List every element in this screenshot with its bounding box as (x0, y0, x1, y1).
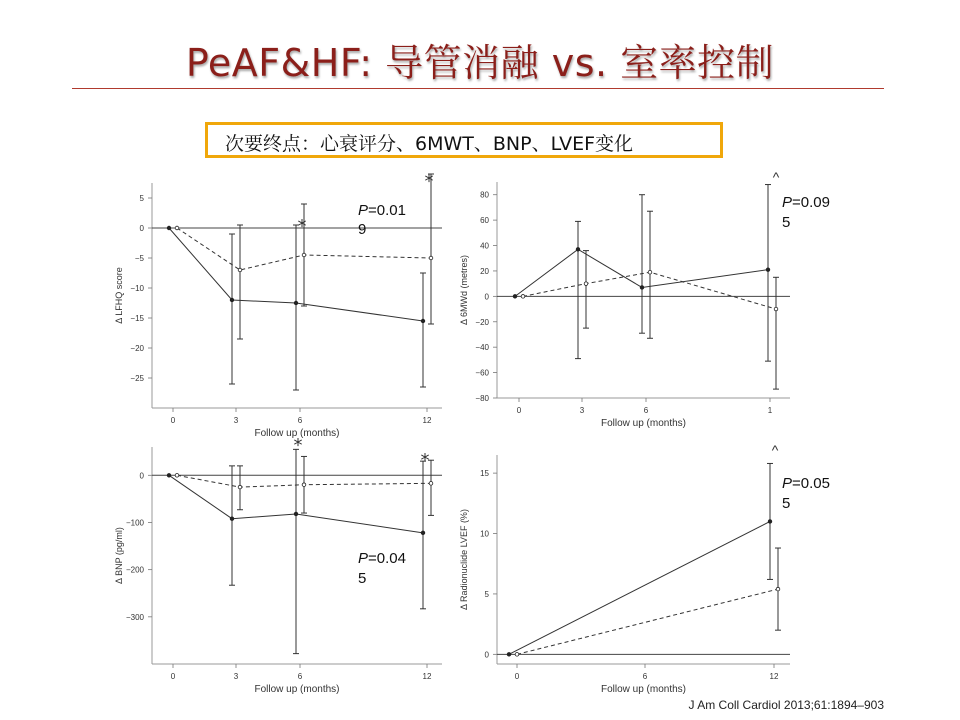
data-point-open (238, 485, 242, 489)
series-line-dashed (517, 589, 778, 654)
data-point-open (429, 482, 433, 486)
data-point-filled (230, 517, 234, 521)
x-tick-label: 0 (170, 672, 176, 681)
data-point-open (175, 474, 179, 478)
data-point-filled (766, 268, 770, 272)
x-tick-label: 3 (233, 672, 239, 681)
y-tick-label: −80 (475, 394, 489, 403)
x-tick-label: 0 (514, 672, 520, 681)
y-tick-label: 0 (139, 471, 144, 481)
y-tick-label: −300 (125, 612, 144, 622)
significance-star: * (420, 450, 430, 471)
significance-star: * (424, 171, 434, 192)
x-tick-label: 3 (579, 406, 585, 415)
data-point-filled (640, 286, 644, 290)
y-tick-label: −100 (125, 518, 144, 528)
data-point-open (429, 256, 433, 260)
p-value-line: P=0.04 (358, 550, 406, 567)
p-value-line: 5 (782, 495, 791, 512)
p-value-line: P=0.09 (782, 194, 830, 211)
data-point-open (584, 282, 588, 286)
y-tick-label: −200 (125, 565, 144, 575)
data-point-open (774, 307, 778, 311)
slide-title: PeAF&HF: 导管消融 vs. 室率控制 (185, 41, 775, 85)
endpoint-callout-text: 次要终点：心衰评分、6MWT、BNP、LVEF变化 (225, 133, 634, 155)
x-tick-label: 6 (643, 406, 649, 415)
chart-lfhq (114, 171, 442, 439)
chart-lvef (459, 442, 830, 695)
citation: J Am Coll Cardiol 2013;61:1894–903 (688, 698, 884, 712)
p-value-line: 5 (782, 214, 791, 231)
data-point-open (776, 587, 780, 591)
x-tick-label: 6 (642, 672, 648, 681)
data-point-open (521, 295, 525, 299)
data-point-filled (421, 531, 425, 535)
x-axis-label: Follow up (months) (254, 684, 340, 695)
data-point-filled (294, 301, 298, 305)
y-tick-label: 0 (484, 650, 489, 660)
x-tick-label: 1 (767, 406, 773, 415)
p-value-line: P=0.01 (358, 202, 406, 219)
y-axis-label: Δ LFHQ score (114, 267, 124, 324)
y-axis-label: Δ BNP (pg/ml) (114, 527, 124, 584)
x-tick-label: 6 (297, 672, 303, 681)
data-point-filled (507, 653, 511, 657)
data-point-open (302, 253, 306, 257)
series-line-solid (509, 521, 770, 654)
significance-star: * (293, 435, 303, 456)
data-point-open (238, 268, 242, 272)
y-tick-label: 80 (480, 190, 489, 200)
chart-bnp (114, 435, 442, 695)
x-axis-label: Follow up (months) (600, 684, 687, 695)
y-tick-label: −20 (130, 344, 144, 353)
x-axis-label: Follow up (months) (254, 428, 340, 439)
data-point-filled (230, 298, 234, 302)
y-tick-label: 40 (480, 241, 489, 251)
p-value-line: 9 (358, 221, 367, 238)
y-tick-label: 60 (480, 216, 489, 226)
x-tick-label: 12 (769, 672, 779, 681)
data-point-open (515, 653, 519, 657)
y-tick-label: −40 (475, 343, 489, 353)
data-point-filled (576, 248, 580, 252)
x-axis-label: Follow up (months) (600, 418, 687, 429)
x-tick-label: 0 (516, 406, 522, 415)
data-point-open (302, 483, 306, 487)
data-point-filled (167, 226, 171, 230)
y-tick-label: 5 (484, 589, 489, 599)
y-tick-label: 20 (480, 266, 489, 276)
x-tick-label: 6 (297, 416, 303, 425)
p-value-line: P=0.05 (782, 475, 830, 492)
y-tick-label: −15 (130, 314, 144, 323)
x-tick-label: 12 (422, 416, 432, 425)
significance-star: * (297, 216, 307, 237)
data-point-filled (513, 295, 517, 299)
y-tick-label: 15 (480, 469, 489, 479)
data-point-open (175, 226, 179, 230)
x-tick-label: 12 (422, 672, 432, 681)
y-tick-label: 0 (484, 292, 489, 302)
y-tick-label: −20 (475, 317, 489, 327)
x-tick-label: 0 (170, 416, 176, 425)
data-point-filled (421, 319, 425, 323)
y-tick-label: −60 (475, 368, 489, 378)
significance-caret: ^ (772, 169, 780, 185)
y-axis-label: Δ 6MWd (metres) (459, 254, 469, 326)
data-point-filled (768, 520, 772, 524)
data-point-open (648, 270, 652, 274)
y-axis-label: Δ Radionuclide LVEF (%) (459, 509, 469, 610)
y-tick-label: 5 (139, 194, 144, 203)
x-tick-label: 3 (233, 416, 239, 425)
y-tick-label: −5 (134, 254, 144, 263)
data-point-filled (294, 512, 298, 516)
y-tick-label: 10 (480, 529, 489, 539)
data-point-filled (167, 474, 171, 478)
y-tick-label: −10 (130, 284, 144, 293)
y-tick-label: −25 (130, 374, 144, 383)
p-value-line: 5 (358, 570, 367, 587)
chart-6mwd (459, 169, 830, 429)
significance-caret: ^ (771, 442, 779, 458)
y-tick-label: 0 (139, 224, 144, 233)
